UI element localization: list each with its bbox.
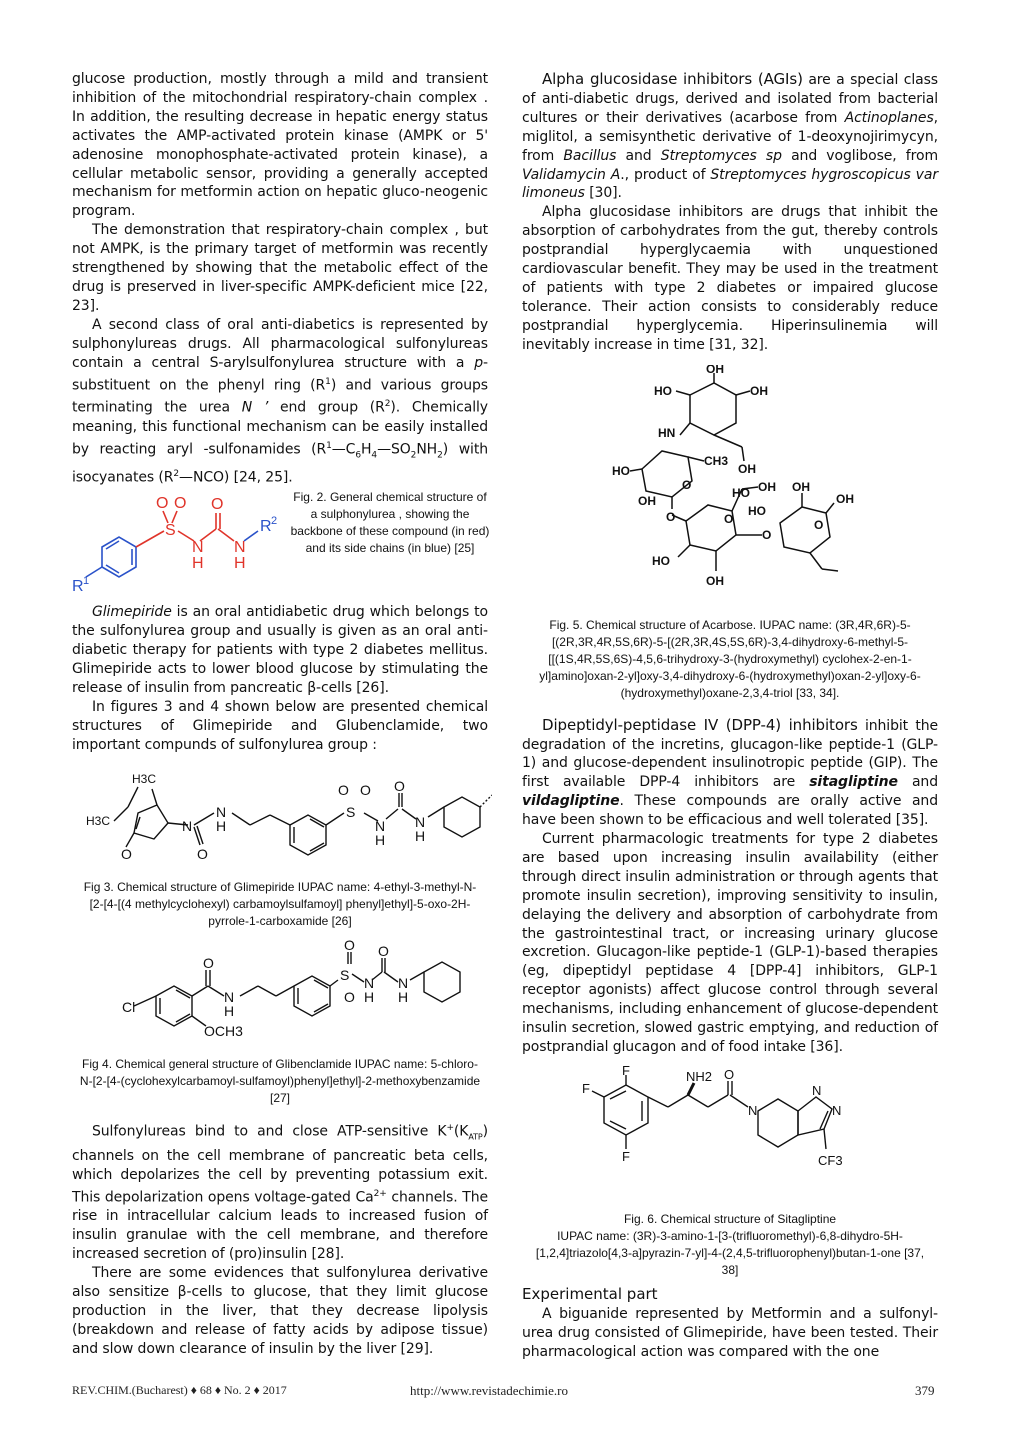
atom-label: O: [344, 939, 355, 953]
figure-2-caption: Fig. 2. General chemical structure of a sulphonylurea , showing the backbone of these compound (in red) and its side chains (in blue) [25]: [290, 490, 490, 556]
atom-label: OH: [836, 491, 854, 506]
glimepiride-structure: [72, 763, 492, 875]
atom-label: 1: [83, 575, 90, 588]
atom-label: O: [762, 527, 772, 542]
atom-label: HO: [654, 383, 672, 398]
paragraph: Alpha glucosidase inhibitors (AGIs) are a special class of anti-diabetic drugs, derived and isolated from bacterial cultures or their derivatives (acarbose from Actinoplanes, miglitol, a semisynthetic derivative of 1-deoxynojirimycyn, from Bacillus and Streptomyces sp and voglibose, from Validamycin A., product of Streptomyces hygroscopicus var limoneus [30].: [522, 70, 938, 202]
figure-3: [72, 763, 488, 879]
atom-label: N: [364, 974, 375, 991]
paragraph: There are some evidences that sulfonylurea derivative also sensitize β-cells to glucose, that they limit glucose production in the liver, that they decrease lipolysis (breakdown and release of fatty acids by adipose tissue) and slow down clearance of insulin by the liver [29].: [72, 1265, 488, 1357]
paragraph: A second class of oral anti-diabetics is represented by sulphonylureas drugs. All pharmacological sulfonylureas contain a central S-arylsulfonylurea structure with a p-substituent on the phenyl ring $(R^1)$ and various groups terminating the urea N ’ end group $(R^2)$. Chemically meaning, this functional mechanism can be easily installed by reacting aryl -sulfonamides $(R^1—C_6H_4—SO_2NH_2)$ with isocyanates $(R^2—NCO)$ [24, 25].: [72, 316, 489, 486]
atom-label: N: [832, 1102, 842, 1118]
atom-label: H: [234, 555, 246, 573]
atom-label: N: [398, 974, 409, 991]
atom-label: O: [394, 777, 405, 794]
atom-label: O: [156, 495, 169, 513]
atom-label: H: [216, 817, 227, 834]
atom-label: HO: [748, 503, 766, 518]
atom-label: N: [182, 817, 193, 834]
atom-label: O: [203, 954, 214, 971]
glibenclamide-structure: [72, 940, 488, 1054]
atom-label: CF3: [818, 1152, 843, 1168]
atom-label: H: [375, 831, 386, 848]
paragraph: A biguanide represented by Metformin and a sulfonyl-urea drug consisted of Glimepiride, have been tested. Their pharmacological action was compared with the one: [522, 1305, 938, 1360]
atom-label: O: [682, 477, 692, 492]
atom-label: H: [415, 827, 426, 844]
footer-journal: REV.CHIM.(Bucharest) ♦ 68 ♦ No. 2 ♦ 2017: [72, 1383, 287, 1397]
atom-label: O: [338, 781, 349, 798]
right-column: [522, 70, 938, 1362]
atom-label: O: [344, 988, 355, 1005]
atom-label: S: [340, 966, 350, 983]
atom-label: O: [121, 845, 132, 862]
figure-4-caption: Fig 4. Chemical general structure of Glibenclamide IUPAC name: 5-chloro-N-[2-[4-(cyclohexylcarbamoyl-sulfamoyl)phenyl]ethyl]-2-methoxybenzamide [27]: [79, 1056, 481, 1105]
figure-6-caption: Fig. 6. Chemical structure of Sitagliptine IUPAC name: (3R)-3-amino-1-[3-(trifluoromethyl)-6,8-dihydro-5H-[1,2,4]triazolo[4,3-a]pyrazin-7-yl]-4-(2,4,5-trifluorophenyl)butan-1-one [37, 38]: [535, 1211, 925, 1277]
atom-label: OH: [758, 479, 776, 494]
atom-label: S: [346, 803, 356, 820]
paragraph: Glimepiride is an oral antidiabetic drug which belongs to the sulfonylurea group and usually is given as an oral anti-diabetic therapy for patients with type 2 diabetes mellitus. Glimepiride acts to lower blood glucose by stimulating the release of insulin from pancreatic β-cells [26].: [72, 604, 488, 697]
atom-label: N: [812, 1082, 822, 1098]
paragraph: glucose production, mostly through a mild and transient inhibition of the mitochondrial respiratory-chain complex . In addition, the resulting decrease in hepatic energy status activates the AMP-activated protein kinase (AMPK or 5' adenosine monophosphate-activated protein kinase), a cellular metabolic sensor, providing a generally accepted mechanism for metformin action on hepatic gluco-neogenic program.: [72, 71, 488, 220]
atom-label: OH: [750, 383, 768, 398]
atom-label: OH: [706, 573, 724, 588]
atom-label: H: [364, 988, 375, 1005]
atom-label: N: [234, 539, 246, 557]
atom-label: HO: [732, 485, 750, 500]
paragraph: Current pharmacologic treatments for type 2 diabetes are based upon increasing insulin availability (either through direct insulin administration or through agents that promote insulin secretion), improving sensitivity to insulin, delaying the delivery and absorption of carbohydrate from the gastrointestinal tract, or increasing urinary glucose excretion. Glucagon-like peptide-1 (GLP-1)-based therapies (eg, dipeptidyl peptidase 4 [DPP-4] inhibitors, GLP-1 receptor agonists) affect glucose control through several mechanisms, including enhancement of glucose-dependent insulin secretion, slowed gastric emptying, and reduction of postprandial glucagon and of food intake [36].: [522, 831, 938, 1055]
atom-label: O: [666, 509, 676, 524]
atom-label: N: [224, 988, 235, 1005]
atom-label: Cl: [122, 998, 136, 1015]
atom-label: O: [174, 495, 187, 513]
atom-label: N: [216, 803, 227, 820]
atom-label: O: [211, 496, 224, 514]
atom-label: R: [260, 518, 272, 536]
atom-label: OH: [638, 493, 656, 508]
atom-label: HO: [612, 463, 630, 478]
paragraph: Dipeptidyl-peptidase IV (DPP-4) inhibitors inhibit the degradation of the incretins, glucagon-like peptide-1 (GLP-1) and glucose-dependent insulinotropic peptide (GIP). The first available DPP-4 inhibitors are sitagliptine and vildagliptine. These compounds are orally active and have been shown to be efficacious and well tolerated [35].: [522, 715, 939, 829]
atom-label: R: [72, 578, 84, 596]
figure-4: [72, 940, 488, 1056]
figure-6: [522, 1065, 938, 1211]
section-heading: Experimental part: [522, 1284, 658, 1303]
atom-label: O: [814, 517, 824, 532]
atom-label: NH2: [686, 1068, 713, 1084]
acarbose-structure: [522, 365, 938, 615]
paragraph: The demonstration that respiratory-chain complex , but not AMPK, is the primary target of metformin was recently strengthened by showing that the metabolic effect of the drug is preserved in liver-specific AMPK-deficient mice [22, 23].: [72, 222, 488, 314]
atom-label: O: [197, 845, 208, 862]
paragraph: Sulfonylureas bind to and close ATP-sensitive $K^+(K_{ATP})$ channels on the cell membrane of pancreatic beta cells, which depolarizes the cell by preventing potassium exit. This depolarization opens voltage-gated $Ca^{2+}$ channels. The rise in intracellular calcium leads to increased fusion of insulin granulae with the cell membrane, and therefore increased secretion of (pro)insulin [28].: [72, 1122, 488, 1263]
left-column: [72, 70, 488, 1359]
atom-label: O: [724, 511, 734, 526]
atom-label: H: [398, 988, 409, 1005]
figure-2: [72, 491, 488, 603]
atom-label: S: [165, 522, 176, 540]
footer-page-number: 379: [915, 1383, 935, 1398]
atom-label: H3C: [86, 813, 111, 828]
figure-5-caption: Fig. 5. Chemical structure of Acarbose. IUPAC name: (3R,4R,6R)-5-[(2R,3R,4R,5S,6R)-5-[(2R,3R,4S,5S,6R)-3,4-dihydroxy-6-methyl-5-[[(1S,4R,5S,6S)-4,5,6-trihydroxy-3-(hydroxymethyl) cyclohex-2-en-1-yl]amino]oxan-2-yl]oxy-3,4-dihydroxy-6-(hydroxymethyl)oxan-2-yl]oxy-6-(hydroxymethyl)oxane-2,3,4-triol [33, 34].: [539, 617, 921, 700]
atom-label: N: [192, 539, 204, 557]
footer-url[interactable]: http://www.revistadechimie.ro: [410, 1383, 569, 1398]
figure-3-caption: Fig 3. Chemical structure of Glimepiride IUPAC name: 4-ethyl-3-methyl-N-[2-[4-[(4 methylcyclohexyl) carbamoylsulfamoyl] phenyl]ethyl]-5-oxo-2H-pyrrole-1-carboxamide [26]: [83, 879, 477, 928]
atom-label: O: [378, 942, 389, 959]
atom-label: N: [415, 813, 426, 830]
atom-label: H: [192, 555, 204, 573]
sitagliptine-structure: [522, 1065, 938, 1211]
atom-label: OH: [792, 479, 810, 494]
atom-label: H3C: [132, 771, 157, 786]
atom-label: F: [622, 1064, 630, 1078]
atom-label: H: [224, 1002, 235, 1019]
atom-label: HO: [652, 553, 670, 568]
atom-label: OH: [706, 364, 724, 376]
atom-label: N: [748, 1102, 758, 1118]
paragraph: Alpha glucosidase inhibitors are drugs that inhibit the absorption of carbohydrates from the gut, thereby controls postprandial hyperglycaemia with unquestioned cardiovascular benefit. They may be used in the treatment of patients with type 2 diabetes or impaired glucose tolerance. Their action consists to considerably reduce postprandial hyperglycemia. Hiperinsulinemia will inevitably increase in time [31, 32].: [522, 204, 938, 353]
atom-label: F: [582, 1080, 590, 1096]
atom-label: HN: [658, 425, 676, 440]
atom-label: N: [375, 817, 386, 834]
atom-label: O: [724, 1066, 735, 1082]
atom-label: O: [360, 781, 371, 798]
figure-5: [522, 365, 938, 617]
atom-label: OH: [738, 461, 756, 476]
atom-label: F: [622, 1148, 630, 1164]
paragraph: In figures 3 and 4 shown below are presented chemical structures of Glimepiride and Glubenclamide, two important compunds of sulfonylurea group :: [72, 698, 488, 753]
sulfonylurea-structure: [72, 491, 292, 601]
atom-label: 2: [271, 515, 278, 528]
atom-label: OCH3: [204, 1022, 243, 1039]
atom-label: CH3: [704, 453, 729, 468]
